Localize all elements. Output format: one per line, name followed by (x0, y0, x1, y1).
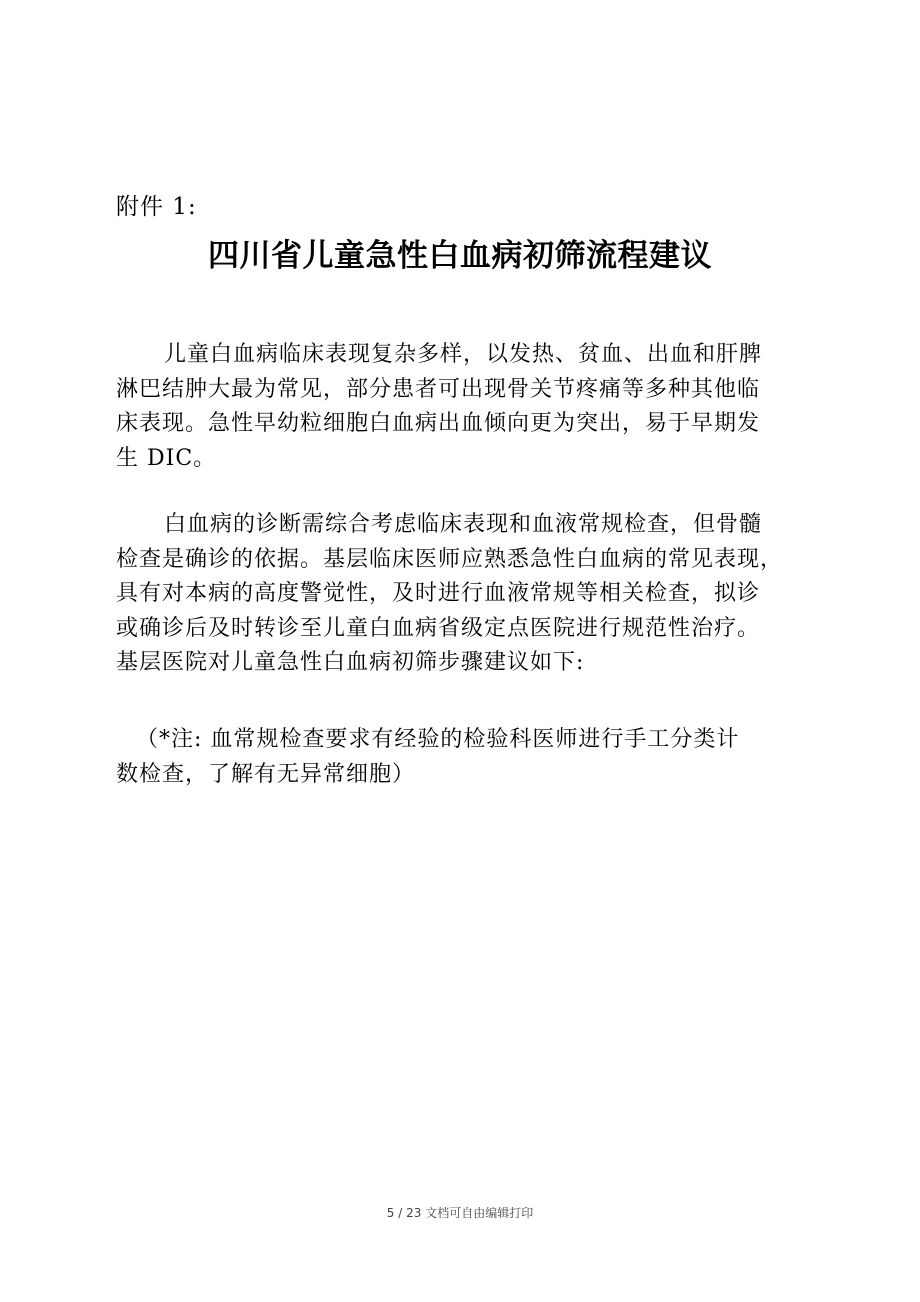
paragraph-line: 基层医院对儿童急性白血病初筛步骤建议如下: (116, 650, 585, 675)
paragraph-line: 生 DIC。 (116, 445, 217, 471)
attachment-label: 附件 1: (116, 194, 197, 220)
paragraph-line: 淋巴结肿大最为常见，部分患者可出现骨关节疼痛等多种其他临 (116, 376, 761, 402)
paragraph-line: 儿童白血病临床表现复杂多样，以发热、贫血、出血和肝脾 (164, 342, 763, 367)
document-title: 四川省儿童急性白血病初筛流程建议 (208, 238, 712, 274)
paragraph-line: 床表现。急性早幼粒细胞白血病出血倾向更为突出，易于早期发 (116, 411, 761, 436)
paragraph-line: 或确诊后及时转诊至儿童白血病省级定点医院进行规范性治疗。 (116, 615, 761, 641)
paragraph-line: 具有对本病的高度警觉性，及时进行血液常规等相关检查，拟诊 (116, 581, 761, 606)
paragraph-clinical-manifestations (116, 338, 832, 476)
page-footer: 5 / 23 文档可自由编辑打印 (386, 1206, 534, 1220)
paragraph-diagnosis (116, 508, 832, 681)
note-paragraph (116, 723, 832, 792)
paragraph-line: 检查是确诊的依据。基层临床医师应熟悉急性白血病的常见表现， (116, 546, 784, 572)
note-line: 数检查，了解有无异常细胞） (116, 761, 416, 787)
note-line: （*注: 血常规检查要求有经验的检验科医师进行手工分类计 (136, 727, 740, 752)
paragraph-line: 白血病的诊断需综合考虑临床表现和血液常规检查，但骨髓 (164, 512, 763, 537)
